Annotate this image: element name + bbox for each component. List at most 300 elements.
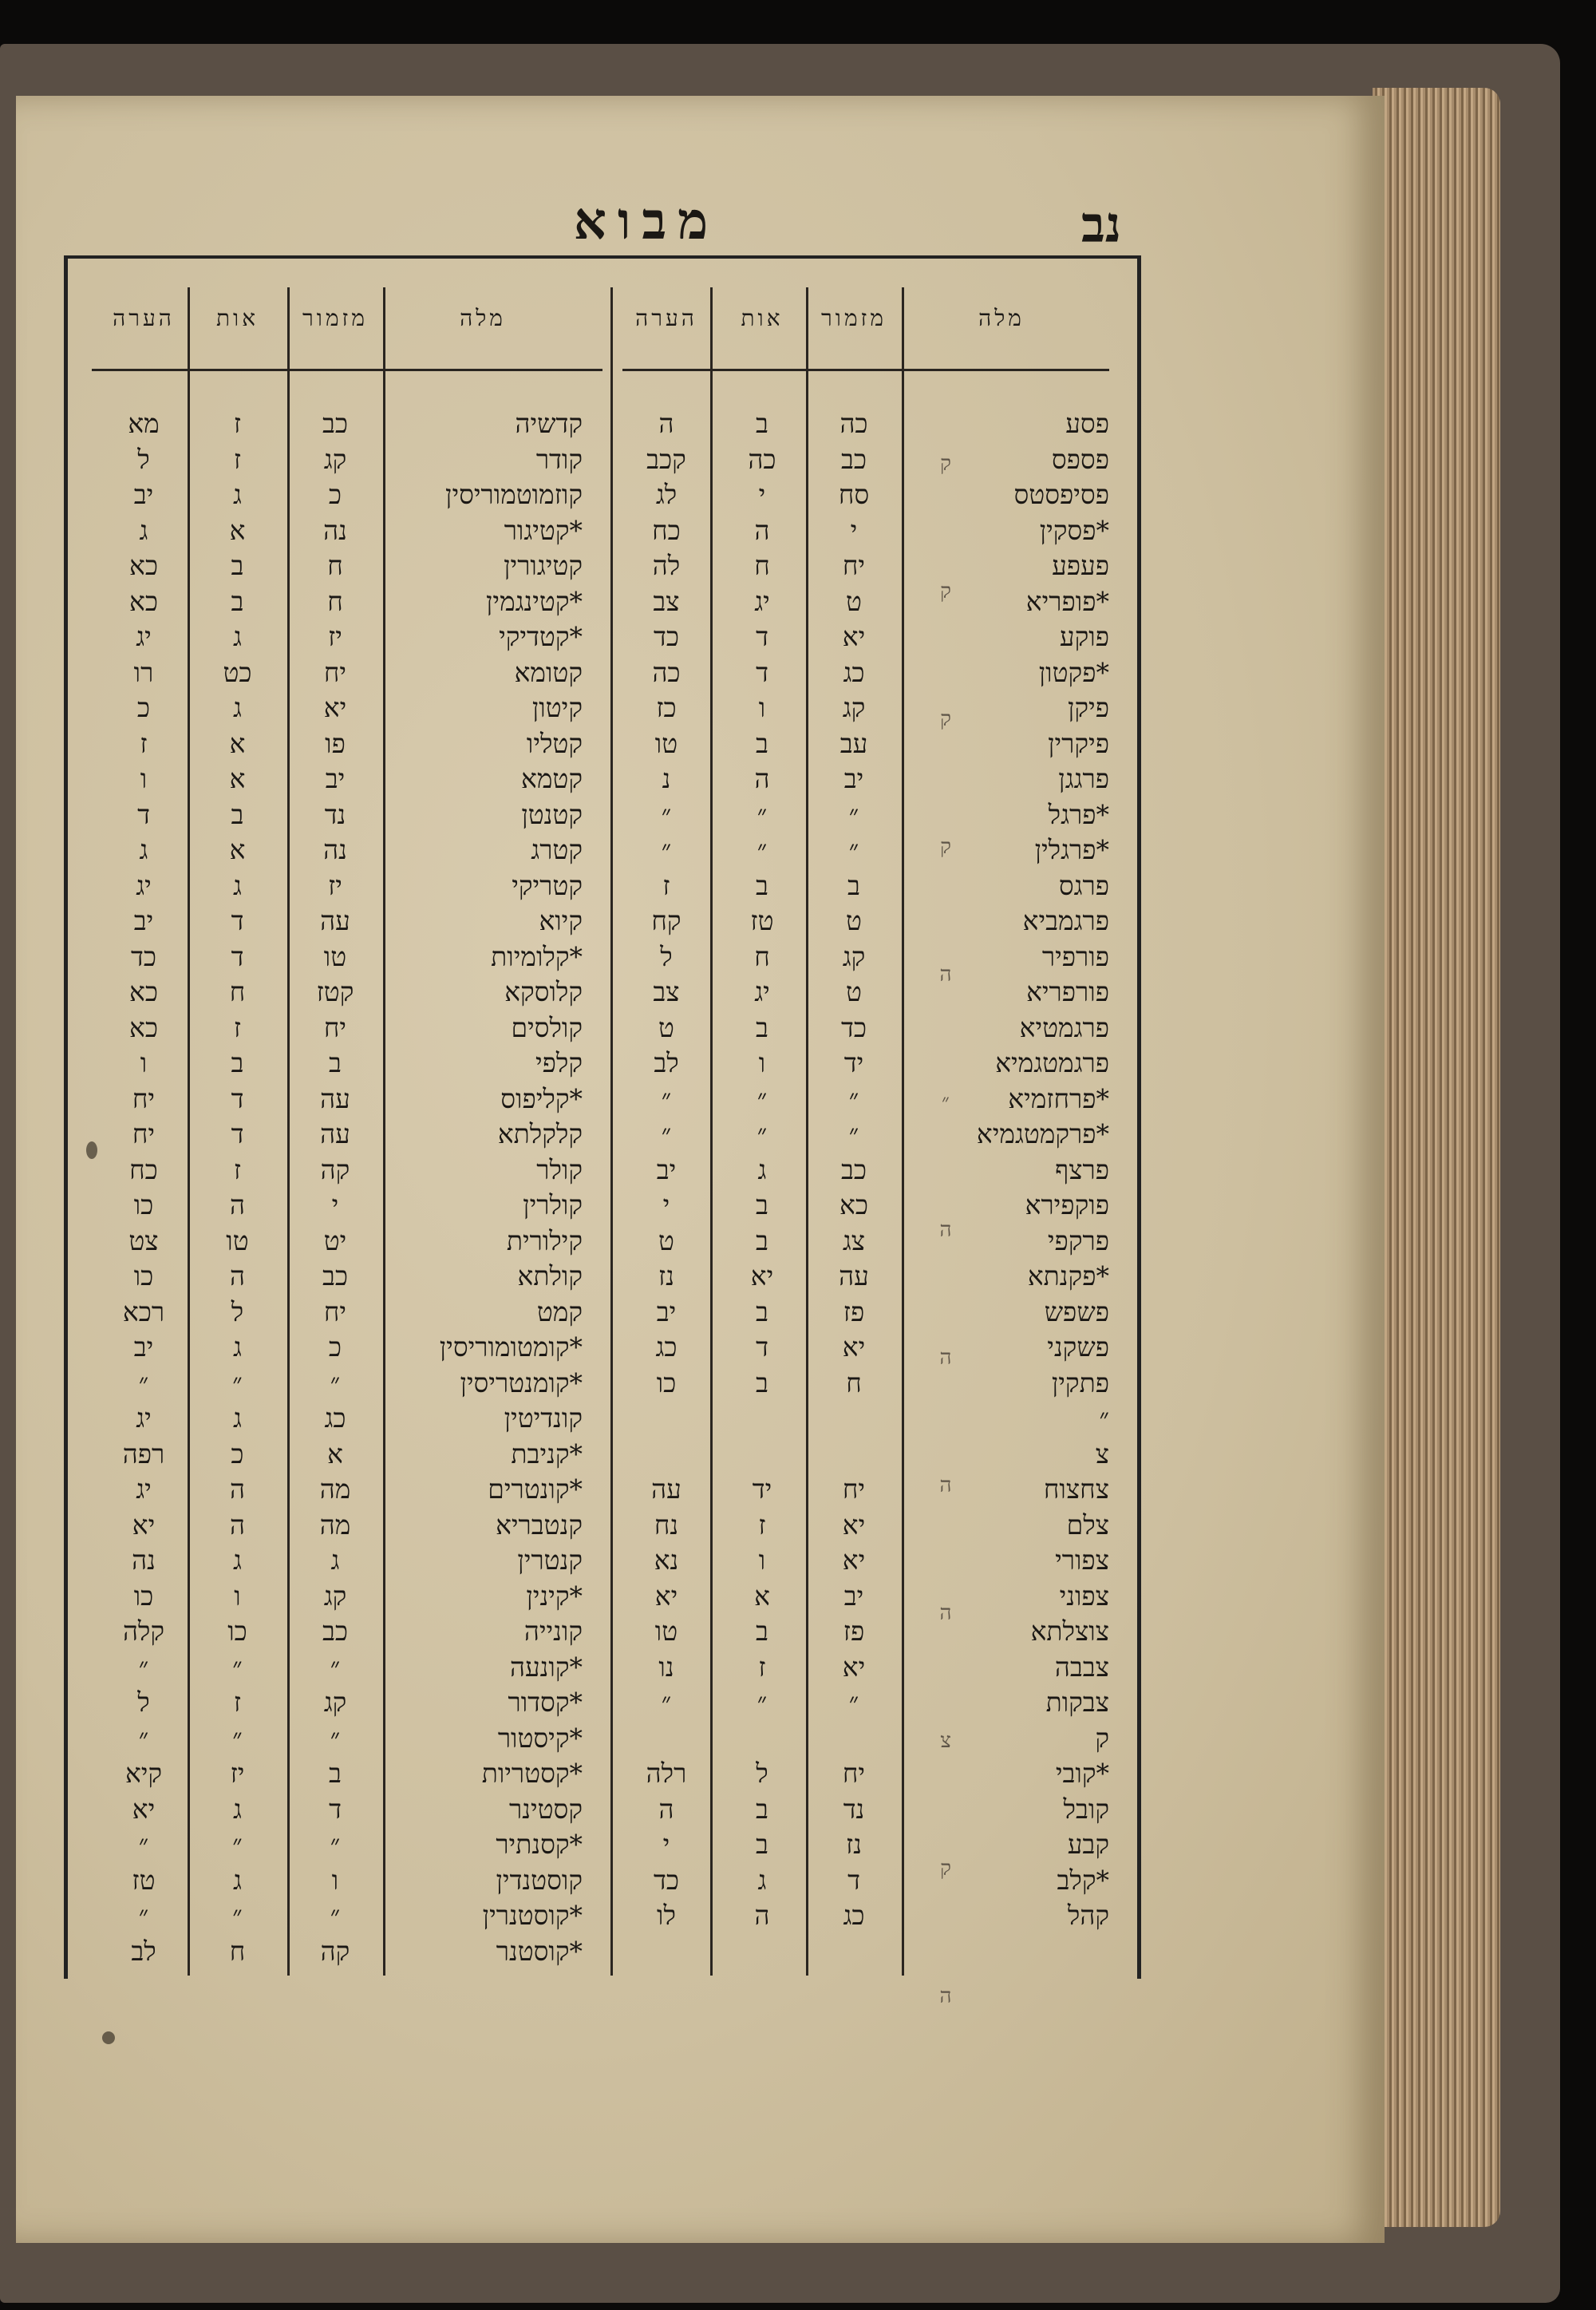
table-cell-psalm: עה xyxy=(839,1260,869,1291)
table-cell-psalm: יח xyxy=(323,656,347,688)
table-cell-word: פרגמביא xyxy=(1022,905,1109,936)
page-number: נב xyxy=(1081,196,1122,254)
page-title: מבוא xyxy=(573,192,720,251)
table-cell-psalm: קג xyxy=(323,1580,347,1612)
table-cell-note: עה xyxy=(651,1473,681,1505)
table-cell-letter: ו xyxy=(758,692,766,723)
table-cell-letter xyxy=(714,1722,810,1755)
table-cell-psalm: ד xyxy=(329,1793,342,1825)
table-cell-letter: ״ xyxy=(757,798,768,830)
table-cell-note: יג xyxy=(136,1402,152,1434)
table-cell-note: כד xyxy=(130,940,156,972)
table-cell-note: נז xyxy=(658,1260,674,1291)
table-cell-note: נא xyxy=(654,1545,679,1576)
table-cell-note: נו xyxy=(658,1651,674,1683)
table-cell-note: כח xyxy=(129,1153,158,1185)
table-cell-letter: ג xyxy=(233,1864,242,1896)
table-cell-letter: ב xyxy=(756,1224,768,1256)
table-cell-letter: ג xyxy=(233,869,242,901)
table-cell-word: פורפריא xyxy=(1026,976,1109,1007)
table-cell-note: כה xyxy=(652,656,681,688)
table-cell-note: כא xyxy=(129,585,158,617)
table-cell-note: כו xyxy=(133,1260,154,1291)
table-cell-psalm: עב xyxy=(839,727,868,759)
table-cell-letter: ה xyxy=(230,1189,245,1220)
table-cell-word: פסע xyxy=(1065,408,1109,439)
table-cell-word: קלפי xyxy=(535,1047,583,1078)
table-cell-note: קלה xyxy=(122,1616,165,1647)
table-cell-note: ״ xyxy=(661,1687,672,1718)
table-cell-psalm: ב xyxy=(329,1758,342,1789)
table-cell-letter: כו xyxy=(227,1616,247,1647)
table-cell-note: לג xyxy=(655,479,678,510)
table-cell-word: קלקלתא xyxy=(497,1118,583,1149)
table-cell-note: לה xyxy=(652,550,681,581)
table-cell-psalm: יח xyxy=(842,550,866,581)
table-cell-psalm: נד xyxy=(324,798,346,830)
table-cell-psalm: ״ xyxy=(848,1118,859,1149)
table-cell-letter: ז xyxy=(758,1509,766,1541)
table-cell-word: *פקנתא xyxy=(1027,1260,1109,1291)
table-cell-letter: ״ xyxy=(757,1082,768,1114)
header-rule xyxy=(92,369,602,371)
table-cell-word: קטליו xyxy=(526,727,583,759)
margin-annotation: ק xyxy=(940,579,951,603)
table-cell-note: יח xyxy=(132,1082,156,1114)
table-cell-psalm: קג xyxy=(323,1687,347,1718)
table-cell-psalm: מה xyxy=(319,1473,351,1505)
table-cell-letter: ״ xyxy=(757,1118,768,1149)
table-cell-psalm: ב xyxy=(329,1047,342,1078)
table-cell-psalm: נז xyxy=(846,1829,862,1860)
table-cell-word: קולר xyxy=(536,1153,583,1185)
table-cell-letter: ל xyxy=(231,1295,244,1327)
table-cell-letter: ב xyxy=(756,1829,768,1860)
table-cell-note: כו xyxy=(133,1580,154,1612)
table-cell-letter: ב xyxy=(756,1295,768,1327)
margin-annotation: ה xyxy=(939,1601,952,1625)
table-cell-note: מא xyxy=(128,408,160,439)
table-cell-letter: ה xyxy=(754,763,770,794)
table-cell-note: נ xyxy=(662,763,671,794)
table-cell-psalm: ט xyxy=(846,585,862,617)
table-cell-psalm: כג xyxy=(324,1402,346,1434)
table-cell-word: *קונעה xyxy=(510,1651,583,1683)
table-cell-note: ל xyxy=(660,940,673,972)
ink-spot xyxy=(102,2031,115,2044)
table-cell-word: קטומא xyxy=(514,656,583,688)
table-cell-psalm: עה xyxy=(320,1082,350,1114)
table-cell-word: ק xyxy=(1095,1722,1109,1754)
table-cell-note: ה xyxy=(658,408,674,439)
table-cell-letter: ג xyxy=(233,692,242,723)
table-cell-word: *קטדיקי xyxy=(499,621,583,652)
table-cell-letter: א xyxy=(754,1580,770,1612)
table-cell-word: קונדיטין xyxy=(504,1402,583,1434)
table-cell-psalm: ״ xyxy=(330,1651,341,1683)
table-cell-note: ז xyxy=(140,727,148,759)
table-cell-psalm: נד xyxy=(843,1793,865,1825)
table-cell-psalm: ח xyxy=(846,1367,862,1398)
table-cell-word: קילורית xyxy=(506,1224,583,1256)
table-cell-word: קולתא xyxy=(517,1260,583,1291)
table-cell-word: קטרג xyxy=(531,834,583,865)
table-cell-letter: ב xyxy=(231,550,244,581)
table-cell-psalm: ג xyxy=(330,1545,340,1576)
header-rule xyxy=(622,369,1109,371)
table-cell-psalm: ד xyxy=(847,1864,860,1896)
table-cell-psalm: ״ xyxy=(330,1900,341,1931)
table-cell-psalm: קה xyxy=(320,1153,350,1185)
table-cell-psalm: יא xyxy=(842,1331,866,1363)
table-cell-letter: ה xyxy=(230,1473,245,1505)
table-cell-note: קכב xyxy=(646,443,686,475)
table-cell-word: פורפיר xyxy=(1041,940,1109,972)
table-cell-word: *פקטון xyxy=(1038,656,1109,688)
table-cell-letter: ה xyxy=(754,1900,770,1931)
table-cell-psalm: ט xyxy=(846,976,862,1007)
table-cell-word: קוזמוטמוריסין xyxy=(445,479,583,510)
table-cell-psalm: יב xyxy=(325,763,346,794)
column-header-word: מלה xyxy=(978,305,1025,331)
table-cell-psalm: יט xyxy=(323,1224,347,1256)
table-cell-note: כו xyxy=(656,1367,677,1398)
table-cell-note: כא xyxy=(129,976,158,1007)
table-cell-letter: יג xyxy=(754,976,770,1007)
table-cell-psalm: יב xyxy=(843,763,864,794)
table-cell-word: פרקפי xyxy=(1047,1224,1109,1256)
table-cell-letter: ג xyxy=(233,1545,242,1576)
table-cell-note: ״ xyxy=(661,798,672,830)
table-cell-psalm: מה xyxy=(319,1509,351,1541)
table-cell-note: רו xyxy=(133,656,154,688)
table-cell-note: טו xyxy=(654,1616,678,1647)
table-cell-word: פשקני xyxy=(1047,1331,1109,1363)
table-cell-word: *קלב xyxy=(1057,1864,1109,1896)
table-cell-note: יג xyxy=(136,1473,152,1505)
table-cell-letter: ב xyxy=(756,408,768,439)
table-cell-word: פוקפירא xyxy=(1025,1189,1109,1220)
margin-annotation: ״ xyxy=(942,1090,950,1114)
table-cell-letter: ב xyxy=(756,1011,768,1043)
table-cell-note: כא xyxy=(129,550,158,581)
table-cell-note: יב xyxy=(133,905,154,936)
table-cell-word: קטיגורין xyxy=(504,550,583,581)
table-cell-letter: ד xyxy=(756,621,768,652)
table-cell-word: קולסים xyxy=(511,1011,583,1043)
table-cell-note: ג xyxy=(139,514,148,546)
margin-annotation: ה xyxy=(939,1473,952,1497)
table-cell-note: ט xyxy=(658,1224,674,1256)
table-cell-note: קח xyxy=(651,905,681,936)
table-cell-letter: ג xyxy=(757,1153,767,1185)
table-cell-psalm: עה xyxy=(320,1118,350,1149)
column-rule xyxy=(610,287,613,1976)
table-cell-note: לב xyxy=(131,1935,156,1967)
ink-spot xyxy=(86,1141,97,1159)
table-cell-word: פספס xyxy=(1051,443,1109,475)
table-cell-word: פרגס xyxy=(1058,869,1109,901)
table-cell-letter: ז xyxy=(233,1011,242,1043)
table-cell-psalm xyxy=(806,1722,902,1755)
table-cell-note: ״ xyxy=(138,1900,149,1931)
table-cell-note: נה xyxy=(132,1545,156,1576)
table-cell-psalm: יח xyxy=(842,1758,866,1789)
table-cell-letter: ו xyxy=(758,1047,766,1078)
table-cell-psalm: יח xyxy=(323,1011,347,1043)
table-cell-note: יב xyxy=(656,1295,677,1327)
table-cell-word: קנטרין xyxy=(517,1545,583,1576)
table-cell-note: י xyxy=(662,1189,670,1220)
table-cell-letter: ד xyxy=(231,1082,244,1114)
column-header-note: הערה xyxy=(113,305,175,331)
table-cell-letter: ד xyxy=(756,1331,768,1363)
table-cell-word: *פופריא xyxy=(1025,585,1109,617)
table-cell-note xyxy=(618,1438,714,1471)
table-cell-letter: ב xyxy=(231,798,244,830)
table-cell-word: קסטינר xyxy=(509,1793,583,1825)
table-cell-word: קמט xyxy=(536,1295,583,1327)
table-cell-psalm: יז xyxy=(328,869,342,901)
table-cell-note: נח xyxy=(654,1509,679,1541)
table-cell-letter: ב xyxy=(231,585,244,617)
table-cell-letter: ב xyxy=(756,1189,768,1220)
table-cell-letter: ב xyxy=(756,1367,768,1398)
table-cell-letter: ח xyxy=(754,940,770,972)
table-cell-psalm: ״ xyxy=(848,1687,859,1718)
table-cell-word: צפורי xyxy=(1055,1545,1109,1576)
table-cell-note: יא xyxy=(132,1793,156,1825)
table-cell-letter: ו xyxy=(234,1580,241,1612)
table-cell-letter xyxy=(714,1438,810,1471)
margin-annotation: ק xyxy=(940,707,951,731)
table-cell-word: קלוסקא xyxy=(504,976,583,1007)
table-cell-note: יג xyxy=(136,621,152,652)
table-cell-letter: ״ xyxy=(757,834,768,865)
table-cell-letter: יא xyxy=(750,1260,774,1291)
table-cell-letter: ב xyxy=(756,869,768,901)
table-cell-psalm: כד xyxy=(840,1011,867,1043)
column-header-note: הערה xyxy=(635,305,697,331)
table-cell-letter: ז xyxy=(233,443,242,475)
table-cell-psalm: צג xyxy=(842,1224,866,1256)
table-cell-letter: א xyxy=(229,763,246,794)
table-cell-letter: טז xyxy=(750,905,774,936)
table-cell-letter: ד xyxy=(231,1118,244,1149)
table-cell-note: ג xyxy=(139,834,148,865)
table-cell-psalm: א xyxy=(327,1438,343,1469)
table-cell-note: ל xyxy=(137,443,150,475)
table-cell-letter: ״ xyxy=(232,1651,243,1683)
table-cell-psalm: כג xyxy=(843,1900,865,1931)
table-cell-psalm: קג xyxy=(323,443,347,475)
margin-annotation: ה xyxy=(939,1984,952,2008)
table-cell-letter: ז xyxy=(758,1651,766,1683)
table-cell-letter: כה xyxy=(748,443,776,475)
table-cell-psalm: יב xyxy=(843,1580,864,1612)
table-cell-word: *קסנתיר xyxy=(496,1829,583,1860)
column-header-word: מלה xyxy=(460,305,506,331)
table-cell-psalm: כ xyxy=(328,479,342,510)
table-cell-word: *פרחזמיא xyxy=(1008,1082,1109,1114)
table-cell-letter: ב xyxy=(756,1616,768,1647)
table-cell-note: כח xyxy=(652,514,681,546)
margin-annotation: ק xyxy=(940,1857,951,1881)
margin-annotation: ה xyxy=(939,963,952,987)
table-cell-psalm: קג xyxy=(842,940,866,972)
table-cell-letter: ח xyxy=(754,550,770,581)
table-cell-psalm xyxy=(806,1438,902,1471)
table-cell-note: רלה xyxy=(646,1758,687,1789)
table-cell-note: ט xyxy=(658,1011,674,1043)
table-cell-psalm: יא xyxy=(323,692,347,723)
column-header-letter: אות xyxy=(215,305,259,331)
table-cell-letter: יג xyxy=(754,585,770,617)
table-cell-psalm: פז xyxy=(843,1616,865,1647)
table-cell-psalm: ״ xyxy=(330,1829,341,1860)
table-cell-psalm: כא xyxy=(839,1189,868,1220)
column-header-letter: אות xyxy=(741,305,784,331)
table-cell-psalm: ״ xyxy=(848,834,859,865)
table-cell-word: צבבה xyxy=(1054,1651,1109,1683)
margin-annotation: צ xyxy=(940,1729,951,1753)
table-cell-word: קטנטן xyxy=(521,798,583,830)
table-cell-word: קונייה xyxy=(523,1616,583,1647)
table-cell-word: ״ xyxy=(1099,1402,1109,1434)
table-cell-letter: ח xyxy=(229,976,246,1007)
table-cell-note: כד xyxy=(653,621,679,652)
table-cell-letter xyxy=(714,1402,810,1435)
table-cell-note: כ xyxy=(136,692,151,723)
table-cell-note: ״ xyxy=(661,834,672,865)
table-cell-word: *קיסטור xyxy=(497,1722,583,1754)
table-cell-word: פיקן xyxy=(1067,692,1109,723)
table-cell-note: י xyxy=(662,1829,670,1860)
table-cell-word: *קינין xyxy=(526,1580,583,1612)
table-cell-note: יב xyxy=(133,1331,154,1363)
table-cell-word: פתקין xyxy=(1051,1367,1109,1398)
table-cell-note: יב xyxy=(656,1153,677,1185)
table-cell-word: *קונטרים xyxy=(488,1473,583,1505)
table-cell-word: קוסטנדין xyxy=(496,1864,583,1896)
table-cell-note: ״ xyxy=(661,1118,672,1149)
table-cell-letter: ג xyxy=(233,1793,242,1825)
margin-annotation: ה xyxy=(939,1218,952,1242)
table-cell-psalm: יז xyxy=(328,621,342,652)
table-cell-word: קיטון xyxy=(531,692,583,723)
table-cell-letter: ה xyxy=(230,1509,245,1541)
table-cell-letter: ב xyxy=(756,1793,768,1825)
table-cell-word: *קניבת xyxy=(511,1438,583,1469)
table-cell-word: קבע xyxy=(1067,1829,1109,1860)
table-cell-psalm: יא xyxy=(842,1509,866,1541)
table-cell-note: ״ xyxy=(138,1367,149,1398)
table-cell-note: טו xyxy=(654,727,678,759)
table-cell-letter: יד xyxy=(752,1473,772,1505)
table-cell-psalm: כב xyxy=(840,443,867,475)
table-cell-word: *פרקמטגמיא xyxy=(976,1118,1109,1149)
table-cell-psalm: סח xyxy=(838,479,870,510)
table-cell-word: קטריקי xyxy=(512,869,583,901)
table-cell-word: פשפש xyxy=(1044,1295,1109,1327)
table-cell-letter: ״ xyxy=(232,1722,243,1754)
table-cell-note: רכא xyxy=(122,1295,165,1327)
table-cell-note: יא xyxy=(132,1509,156,1541)
table-cell-psalm: כב xyxy=(322,1616,349,1647)
table-cell-psalm: נה xyxy=(323,514,347,546)
table-cell-letter: כט xyxy=(223,656,252,688)
table-cell-note: ו xyxy=(140,763,148,794)
table-cell-note: ״ xyxy=(138,1651,149,1683)
table-cell-note: לו xyxy=(657,1900,676,1931)
table-cell-note: יח xyxy=(132,1118,156,1149)
table-cell-note: יב xyxy=(133,479,154,510)
table-cell-word: קדשיה xyxy=(515,408,583,439)
table-cell-letter: ח xyxy=(229,1935,246,1967)
table-cell-note: צב xyxy=(653,976,680,1007)
table-cell-word: קנטבריא xyxy=(496,1509,583,1541)
table-cell-word: *קטיגור xyxy=(504,514,583,546)
table-cell-note xyxy=(618,1722,714,1755)
table-cell-psalm: כב xyxy=(322,1260,349,1291)
table-cell-word: פעפע xyxy=(1052,550,1109,581)
table-cell-word: צלם xyxy=(1066,1509,1109,1541)
table-cell-letter: ד xyxy=(756,656,768,688)
table-cell-letter: ג xyxy=(233,1402,242,1434)
table-cell-psalm: פו xyxy=(325,727,346,759)
table-cell-word: פרגמטיא xyxy=(1019,1011,1109,1043)
table-cell-note: צב xyxy=(653,585,680,617)
margin-annotation: ק xyxy=(940,835,951,859)
table-cell-note: צט xyxy=(128,1224,159,1256)
table-cell-letter: א xyxy=(229,514,246,546)
table-cell-psalm: קג xyxy=(842,692,866,723)
table-cell-letter: יז xyxy=(230,1758,245,1789)
table-cell-word: *קליפוס xyxy=(500,1082,583,1114)
column-header-psalm: מזמור xyxy=(302,305,368,331)
table-cell-psalm: ט xyxy=(846,905,862,936)
table-cell-letter: ״ xyxy=(232,1900,243,1931)
table-cell-psalm: יד xyxy=(843,1047,864,1078)
table-cell-letter: ה xyxy=(230,1260,245,1291)
table-cell-note: טז xyxy=(132,1864,156,1896)
table-cell-word: *קסדור xyxy=(508,1687,583,1718)
table-cell-psalm: כ xyxy=(328,1331,342,1363)
table-cell-psalm: יא xyxy=(842,1545,866,1576)
table-cell-psalm: ״ xyxy=(330,1722,341,1754)
table-cell-word: צוצלתא xyxy=(1030,1616,1109,1647)
table-cell-psalm: קה xyxy=(320,1935,350,1967)
table-cell-note: כד xyxy=(653,1864,679,1896)
table-cell-letter: ג xyxy=(233,621,242,652)
table-cell-word: פרגגן xyxy=(1058,763,1109,794)
table-cell-word: פיקרין xyxy=(1048,727,1109,759)
table-cell-word: *קסטריות xyxy=(481,1758,583,1789)
table-cell-note: לב xyxy=(654,1047,679,1078)
table-cell-word: *קלומיות xyxy=(491,940,583,972)
table-cell-note: קיא xyxy=(124,1758,163,1789)
table-cell-psalm: ח xyxy=(327,585,343,617)
table-cell-note: ד xyxy=(137,798,150,830)
table-cell-psalm: כב xyxy=(322,408,349,439)
table-cell-letter: ב xyxy=(231,1047,244,1078)
table-cell-psalm: יא xyxy=(842,1651,866,1683)
table-cell-note: יג xyxy=(136,869,152,901)
table-cell-psalm: קטז xyxy=(316,976,354,1007)
table-cell-letter: א xyxy=(229,727,246,759)
table-cell-psalm: פז xyxy=(843,1295,865,1327)
table-cell-letter: ג xyxy=(233,479,242,510)
